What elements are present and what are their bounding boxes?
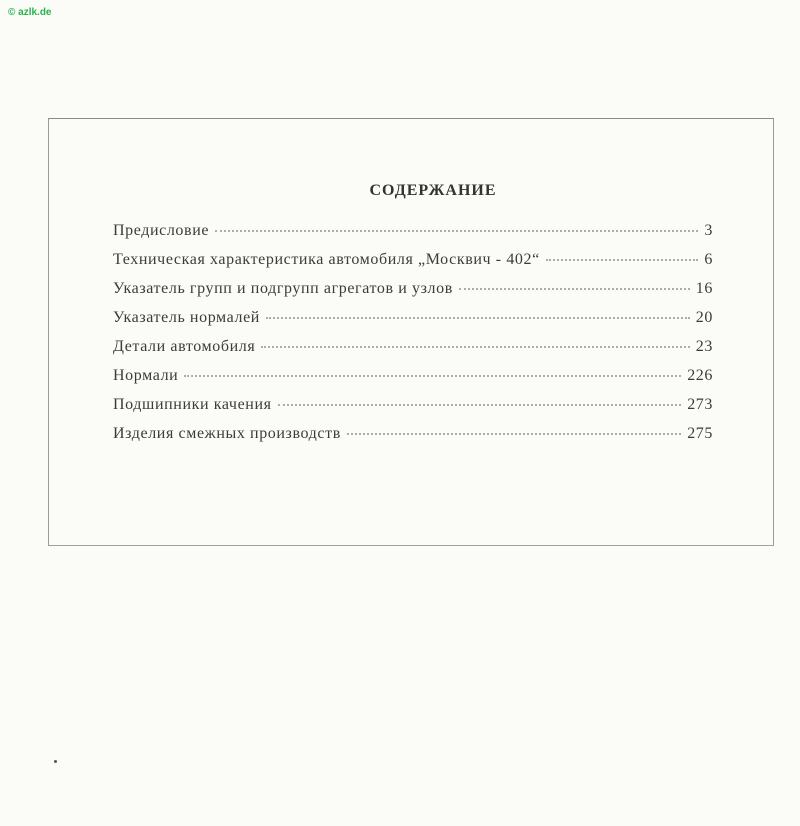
dot-leader [347, 433, 681, 435]
watermark: © azlk.de [8, 7, 52, 18]
toc-entry-page: 226 [687, 367, 713, 384]
toc-entry-page: 20 [695, 309, 713, 326]
toc-entry-page: 6 [704, 251, 713, 268]
dot-leader [184, 375, 681, 377]
toc-entry-normals [113, 367, 713, 396]
toc-entry-label: Предисловие [113, 222, 210, 239]
toc-entry-label: Указатель групп и подгрупп агрегатов и узлов [113, 280, 453, 297]
toc-entry-page: 16 [695, 280, 713, 297]
dot-leader [266, 317, 690, 319]
toc-entry-page: 275 [687, 425, 713, 442]
dot-leader [459, 288, 690, 290]
toc-entry-page: 23 [695, 338, 713, 355]
scan-speck [54, 760, 57, 763]
toc-entry-label: Нормали [113, 367, 179, 384]
toc-entry-car-parts [113, 338, 713, 367]
toc-entry-page: 273 [687, 396, 713, 413]
toc-entry-preface [113, 222, 713, 251]
toc-entry-normals-index [113, 309, 713, 338]
toc-entry-specifications [113, 251, 713, 280]
toc-entry-label: Подшипники качения [113, 396, 272, 413]
page-title: СОДЕРЖАНИЕ [369, 182, 497, 199]
toc-entry-label: Техническая характеристика автомобиля „Москвич - 402“ [113, 251, 540, 268]
dot-leader [278, 404, 682, 406]
toc-entry-label: Указатель нормалей [113, 309, 260, 326]
toc-entry-related-products [113, 425, 713, 454]
table-of-contents [113, 222, 713, 454]
toc-entry-label: Изделия смежных производств [113, 425, 341, 442]
toc-entry-groups-index [113, 280, 713, 309]
dot-leader [215, 230, 698, 232]
toc-entry-label: Детали автомобиля [113, 338, 256, 355]
dot-leader [261, 346, 690, 348]
dot-leader [546, 259, 699, 261]
toc-entry-bearings [113, 396, 713, 425]
toc-entry-page: 3 [704, 222, 713, 239]
